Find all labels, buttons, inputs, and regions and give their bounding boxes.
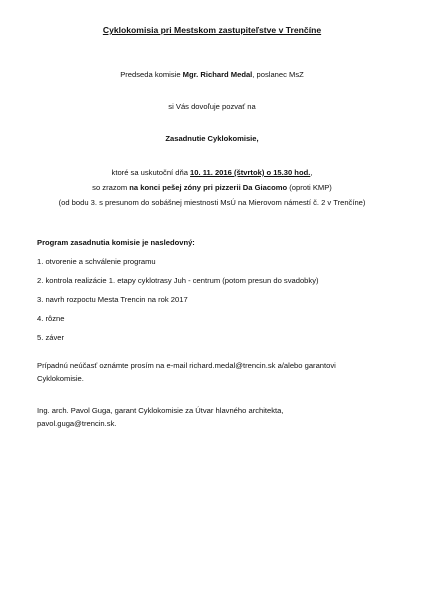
program-item: 2. kontrola realizácie 1. etapy cyklotrasy Juh - centrum (potom presun do svadobky): [37, 276, 319, 285]
program-item: 3. navrh rozpoctu Mesta Trencin na rok 2017: [37, 295, 188, 304]
relocation-line: (od bodu 3. s presunom do sobášnej miestnosti MsÚ na Mierovom námestí č. 2 v Trenčíne): [58, 198, 366, 207]
place-line: [0, 183, 424, 193]
chair-line: [0, 70, 424, 80]
place-prefix: so zrazom: [92, 183, 130, 192]
program-item: 1. otvorenie a schválenie programu: [37, 257, 156, 266]
signature-line-2: pavol.guga@trencin.sk.: [37, 419, 117, 428]
chair-name: Mgr. Richard Medal: [182, 70, 253, 79]
program-heading: Program zasadnutia komisie je nasledovný:: [37, 238, 195, 247]
chair-prefix: Predseda komisie: [120, 70, 183, 79]
absence-note-line-2: Cyklokomisie.: [37, 374, 84, 383]
absence-note-line-1: Prípadnú neúčasť oznámte prosím na e-mail richard.medal@trencin.sk a/alebo garantovi: [37, 361, 336, 370]
signature-line-1: Ing. arch. Pavol Guga, garant Cyklokomisie za Útvar hlavného architekta,: [37, 406, 284, 415]
place-suffix: (oproti KMP): [287, 183, 332, 192]
program-item: 5. záver: [37, 333, 65, 342]
document-header-title: Cyklokomisia pri Mestskom zastupiteľstve v Trenčíne: [102, 25, 322, 35]
date-suffix: ,: [310, 168, 313, 177]
invite-line: si Vás dovoľuje pozvať na: [168, 102, 256, 111]
meeting-title: Zasadnutie Cyklokomisie,: [165, 134, 259, 143]
date-line: [0, 168, 424, 178]
meeting-date: 10. 11. 2016 (štvrtok) o 15.30 hod.: [190, 168, 311, 177]
date-prefix: ktoré sa uskutoční dňa: [111, 168, 191, 177]
chair-suffix: , poslanec MsZ: [252, 70, 304, 79]
program-item: 4. rôzne: [37, 314, 65, 323]
meeting-place: na konci pešej zóny pri pizzerii Da Giacomo: [129, 183, 288, 192]
